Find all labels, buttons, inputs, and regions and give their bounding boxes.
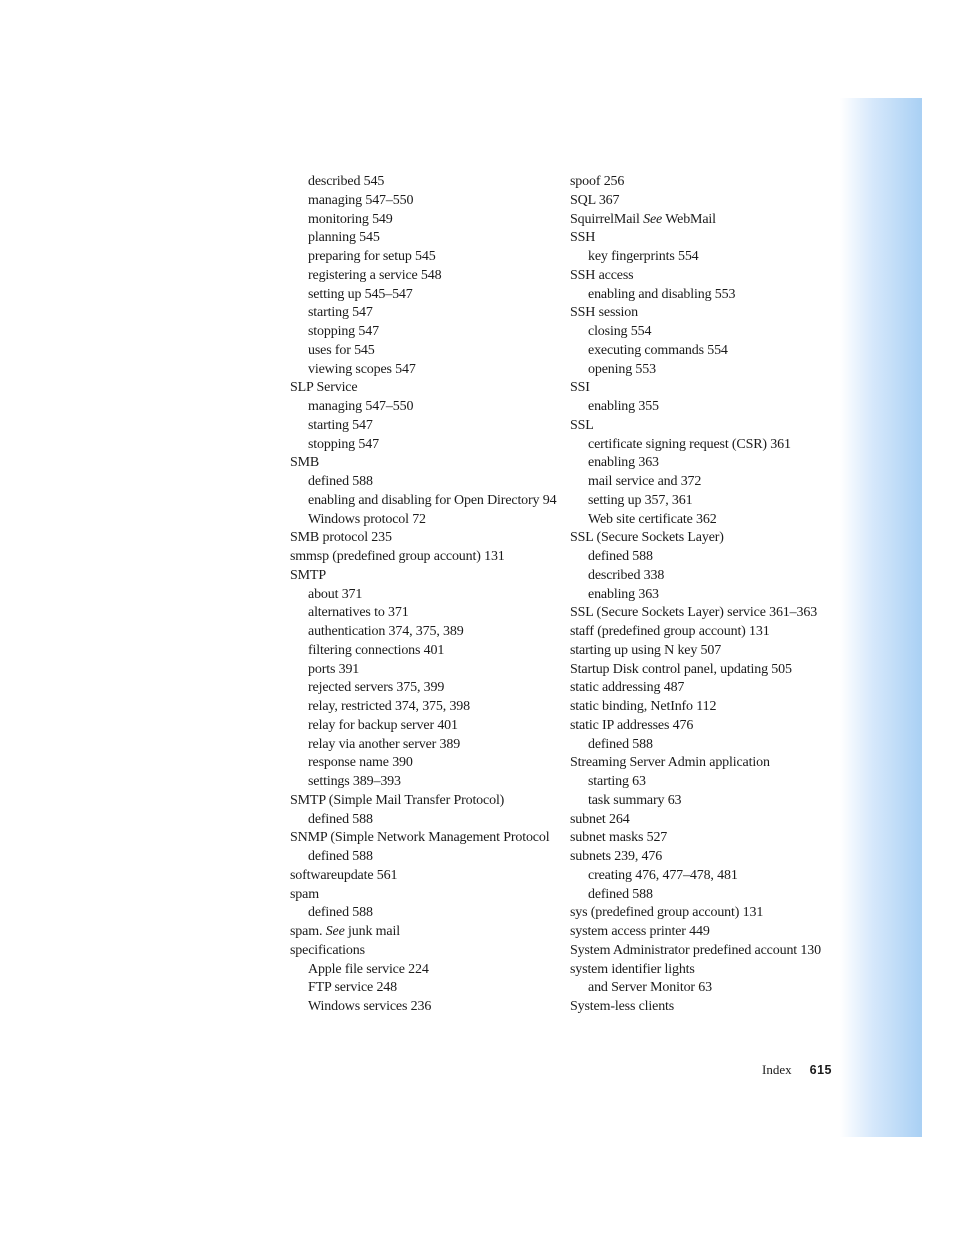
entry-text: Streaming Server Admin application <box>570 755 770 771</box>
index-subentry <box>570 473 838 492</box>
entry-text: viewing scopes 547 <box>308 361 416 377</box>
index-subentry <box>290 192 570 211</box>
index-subentry <box>290 473 570 492</box>
entry-text: spam <box>290 886 319 902</box>
entry-text: about 371 <box>308 586 363 602</box>
entry-text: closing 554 <box>588 324 652 339</box>
entry-text: ports 391 <box>308 661 360 677</box>
entry-text: Web site certificate 362 <box>588 511 717 527</box>
index-entry <box>570 754 838 773</box>
entry-text: enabling 363 <box>588 455 659 471</box>
index-column-right <box>570 173 838 1017</box>
index-subentry <box>570 454 838 473</box>
entry-text: SQL 367 <box>570 192 620 208</box>
entry-text: SSH session <box>570 305 638 321</box>
index-subentry <box>290 342 570 361</box>
entry-text: SLP Service <box>290 380 358 396</box>
index-entry <box>290 923 570 942</box>
index-entry <box>570 998 838 1017</box>
index-subentry <box>570 361 838 380</box>
entry-text: Windows protocol 72 <box>308 511 426 527</box>
entry-text: SSL <box>570 417 594 433</box>
entry-text: SMB protocol 235 <box>290 530 392 546</box>
index-subentry <box>290 173 570 192</box>
page-number: 615 <box>809 1063 832 1077</box>
entry-text: defined 588 <box>308 905 373 921</box>
entry-text: enabling and disabling for Open Directory 94 <box>308 492 557 508</box>
index-subentry <box>570 792 838 811</box>
entry-text: response name 390 <box>308 755 413 771</box>
entry-text: alternatives to 371 <box>308 605 409 621</box>
index-entry <box>570 529 838 548</box>
entry-text: defined 588 <box>308 811 373 827</box>
entry-text: preparing for setup 545 <box>308 249 436 264</box>
entry-text: enabling and disabling 553 <box>588 286 736 302</box>
entry-text: relay for backup server 401 <box>308 717 458 733</box>
index-subentry <box>570 736 838 755</box>
entry-text: static addressing 487 <box>570 680 685 696</box>
index-entry <box>570 923 838 942</box>
index-entry <box>570 661 838 680</box>
entry-text: SquirrelMail <box>570 211 640 227</box>
entry-text: SSH <box>570 230 596 246</box>
entry-text: specifications <box>290 942 365 958</box>
index-subentry <box>290 754 570 773</box>
index-subentry <box>290 979 570 998</box>
index-subentry <box>290 323 570 342</box>
index-subentry <box>570 286 838 305</box>
index-entry <box>570 811 838 830</box>
index-subentry <box>570 548 838 567</box>
entry-text: Startup Disk control panel, updating 505 <box>570 661 792 677</box>
index-subentry <box>570 248 838 267</box>
entry-text: defined 588 <box>588 549 653 564</box>
index-subentry <box>570 773 838 792</box>
index-entry <box>570 623 838 642</box>
index-subentry <box>290 248 570 267</box>
entry-text: registering a service 548 <box>308 267 442 283</box>
index-subentry <box>290 904 570 923</box>
index-entry <box>570 173 838 192</box>
index-entry <box>290 829 570 848</box>
index-entry <box>570 379 838 398</box>
index-subentry <box>570 398 838 417</box>
index-subentry <box>290 398 570 417</box>
index-subentry <box>290 604 570 623</box>
entry-text: subnet masks 527 <box>570 830 668 846</box>
index-entry <box>290 942 570 961</box>
entry-text: setting up 545–547 <box>308 286 413 302</box>
index-subentry <box>290 211 570 230</box>
entry-text: SSL (Secure Sockets Layer) service 361–363 <box>570 605 818 621</box>
index-subentry <box>290 698 570 717</box>
index-entry <box>570 642 838 661</box>
entry-text: described 545 <box>308 174 385 189</box>
index-subentry <box>290 661 570 680</box>
index-subentry <box>290 304 570 323</box>
entry-text: and Server Monitor 63 <box>588 980 712 996</box>
see-reference-label: See <box>643 211 663 227</box>
index-subentry <box>290 961 570 980</box>
index-entry <box>290 379 570 398</box>
index-subentry <box>290 286 570 305</box>
entry-text: managing 547–550 <box>308 192 414 208</box>
entry-text: SMB <box>290 455 320 471</box>
index-entry <box>570 717 838 736</box>
index-subentry <box>570 886 838 905</box>
entry-text: FTP service 248 <box>308 980 397 996</box>
index-entry <box>290 886 570 905</box>
index-column-left <box>290 173 570 1017</box>
entry-text: Apple file service 224 <box>308 961 429 977</box>
entry-text: system access printer 449 <box>570 924 710 939</box>
index-subentry <box>290 436 570 455</box>
index-entry <box>570 698 838 717</box>
index-subentry <box>290 511 570 530</box>
index-entry <box>570 304 838 323</box>
entry-text: staff (predefined group account) 131 <box>570 624 770 639</box>
entry-text: System Administrator predefined account 130 <box>570 942 821 958</box>
index-subentry <box>290 586 570 605</box>
index-subentry <box>570 511 838 530</box>
index-entry <box>570 604 838 623</box>
index-entry <box>290 548 570 567</box>
entry-text: rejected servers 375, 399 <box>308 680 445 696</box>
index-subentry <box>290 361 570 380</box>
index-subentry <box>570 867 838 886</box>
index-subentry <box>290 417 570 436</box>
entry-text: relay via another server 389 <box>308 736 461 752</box>
index-entry <box>290 567 570 586</box>
index-entry <box>570 961 838 980</box>
entry-text: stopping 547 <box>308 436 379 452</box>
entry-text: relay, restricted 374, 375, 398 <box>308 699 471 714</box>
entry-text: Windows services 236 <box>308 999 432 1014</box>
index-subentry <box>290 623 570 642</box>
index-entry <box>290 529 570 548</box>
entry-text: uses for 545 <box>308 342 375 358</box>
entry-text: defined 588 <box>588 886 653 902</box>
entry-text: managing 547–550 <box>308 399 414 414</box>
entry-text: enabling 363 <box>588 586 659 602</box>
entry-text: task summary 63 <box>588 792 682 808</box>
entry-text: settings 389–393 <box>308 774 401 789</box>
entry-text: authentication 374, 375, 389 <box>308 624 464 639</box>
entry-text: sys (predefined group account) 131 <box>570 905 764 921</box>
index-entry <box>570 942 838 961</box>
entry-text: stopping 547 <box>308 324 379 339</box>
index-subentry <box>290 998 570 1017</box>
index-entry <box>570 267 838 286</box>
entry-text: SMTP (Simple Mail Transfer Protocol) <box>290 792 505 808</box>
entry-text: certificate signing request (CSR) 361 <box>588 436 791 452</box>
index-subentry <box>290 811 570 830</box>
index-entry <box>570 417 838 436</box>
entry-text: creating 476, 477–478, 481 <box>588 867 738 883</box>
index-subentry <box>570 323 838 342</box>
index-subentry <box>570 567 838 586</box>
entry-text: starting 547 <box>308 417 373 433</box>
index-subentry <box>570 342 838 361</box>
entry-text: setting up 357, 361 <box>588 492 693 508</box>
index-subentry <box>290 773 570 792</box>
entry-text: subnets 239, 476 <box>570 849 663 864</box>
entry-text: SSL (Secure Sockets Layer) <box>570 530 724 546</box>
footer-section-label: Index <box>762 1062 792 1077</box>
index-entry <box>570 211 838 230</box>
index-subentry <box>290 736 570 755</box>
entry-text: spoof 256 <box>570 174 625 189</box>
index-subentry <box>570 979 838 998</box>
entry-text: starting 547 <box>308 305 373 321</box>
index-subentry <box>570 586 838 605</box>
index-entry <box>570 192 838 211</box>
entry-text: monitoring 549 <box>308 211 393 227</box>
see-reference-target: WebMail <box>665 211 716 227</box>
index-subentry <box>290 642 570 661</box>
index-subentry <box>290 267 570 286</box>
entry-text: static IP addresses 476 <box>570 717 694 733</box>
entry-text: defined 588 <box>588 736 653 752</box>
index-subentry <box>290 848 570 867</box>
entry-text: planning 545 <box>308 230 380 246</box>
entry-text: mail service and 372 <box>588 474 702 489</box>
entry-text: System-less clients <box>570 999 675 1014</box>
entry-text: SSI <box>570 380 590 396</box>
index-subentry <box>290 492 570 511</box>
page-footer <box>762 1062 832 1078</box>
entry-text: described 338 <box>588 567 665 583</box>
index-entry <box>290 792 570 811</box>
entry-text: filtering connections 401 <box>308 642 445 658</box>
entry-text: key fingerprints 554 <box>588 249 699 264</box>
entry-text: SNMP (Simple Network Management Protocol <box>290 830 550 846</box>
entry-text: starting up using N key 507 <box>570 642 722 658</box>
entry-text: softwareupdate 561 <box>290 867 398 883</box>
index-entry <box>290 867 570 886</box>
see-reference-target: junk mail <box>348 924 400 939</box>
index-subentry <box>290 229 570 248</box>
entry-text: spam. <box>290 924 323 939</box>
entry-text: defined 588 <box>308 474 373 489</box>
entry-text: static binding, NetInfo 112 <box>570 699 717 714</box>
index-entry <box>570 679 838 698</box>
index-entry <box>570 904 838 923</box>
entry-text: opening 553 <box>588 361 656 377</box>
see-reference-label: See <box>325 924 345 939</box>
index-subentry <box>290 717 570 736</box>
chapter-tab <box>840 98 922 1137</box>
index-subentry <box>570 492 838 511</box>
entry-text: SSH access <box>570 267 634 283</box>
entry-text: defined 588 <box>308 849 373 864</box>
index-entry <box>570 229 838 248</box>
entry-text: system identifier lights <box>570 961 695 977</box>
entry-text: SMTP <box>290 567 326 583</box>
entry-text: subnet 264 <box>570 811 630 827</box>
index-entry <box>290 454 570 473</box>
index-entry <box>570 829 838 848</box>
index-entry <box>570 848 838 867</box>
entry-text: starting 63 <box>588 774 646 789</box>
index-subentry <box>570 436 838 455</box>
entry-text: executing commands 554 <box>588 342 728 358</box>
index-subentry <box>290 679 570 698</box>
entry-text: enabling 355 <box>588 399 659 414</box>
entry-text: smmsp (predefined group account) 131 <box>290 549 505 564</box>
